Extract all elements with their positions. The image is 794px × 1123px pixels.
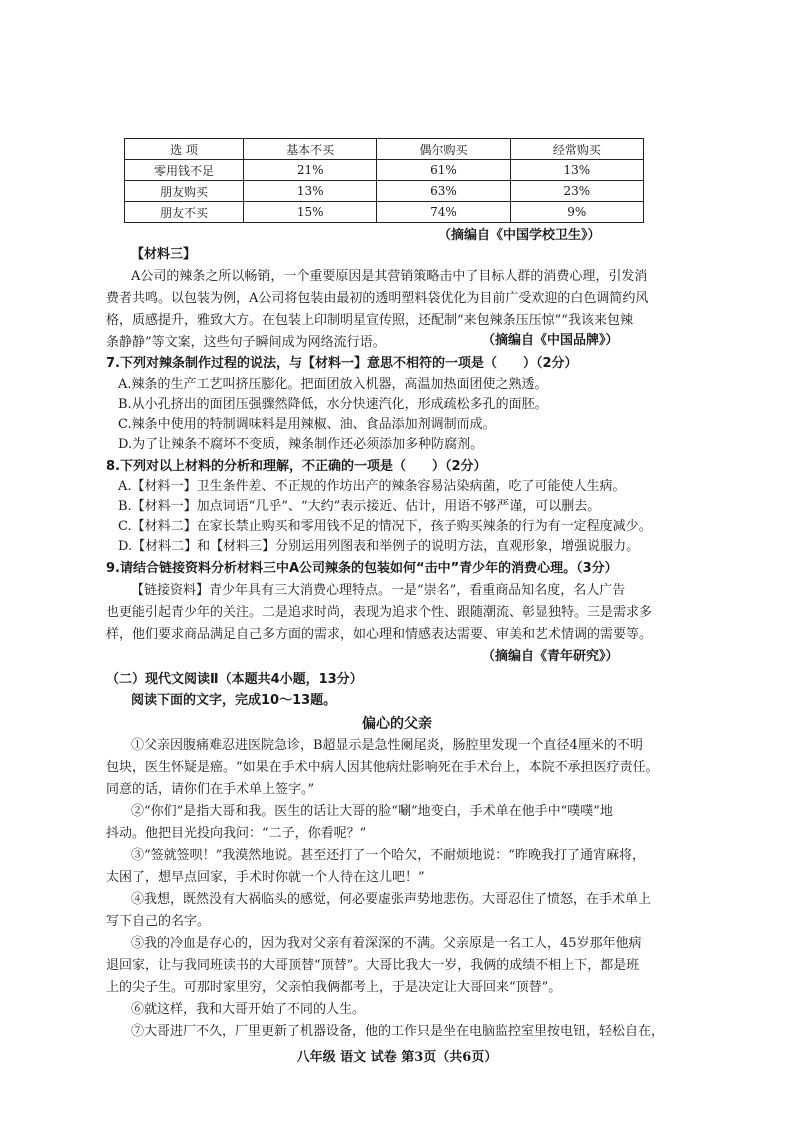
q7-option-b: B.从小孔挤出的面团压强骤然降低，水分快速汽化，形成疏松多孔的面胚。 [118,397,548,412]
table-cell: 9% [510,202,643,223]
q8-stem: 8.下列对以上材料的分析和理解，不正确的一项是（ ）（2分） [106,459,487,474]
survey-table [124,138,644,223]
table-cell: 朋友购买 [125,181,244,202]
material3-source: （摘编自《中国品牌》） [482,333,619,348]
table-cell: 61% [377,160,510,181]
q8-option-d: D.【材料二】和【材料三】分别运用列图表和举例子的说明方法，直观形象，增强说服力。 [118,539,640,554]
article-line: ③“签就签呗！”我漠然地说。甚至还打了一个哈欠，不耐烦地说：“昨晚我打了通宵麻将， [131,848,645,863]
article-line: 抖动。他把目光投向我问：“二子，你看呢？” [106,826,367,841]
table-header-row [125,139,644,160]
q9-link-line: 也更能引起青少年的关注。二是追求时尚，表现为追求个性、跟随潮流、彰显独特。三是需求多 [106,605,653,620]
page-footer: 八年级 语文 试卷 第3页（共6页） [296,1050,498,1065]
q9-source: （摘编自《青年研究》） [482,649,619,664]
q9-stem: 9.请结合链接资料分析材料三中A公司辣条的包装如何“击中”青少年的消费心理。（3分） [106,561,618,576]
section2-heading: （二）现代文阅读Ⅱ（本题共4小题，13分） [106,672,363,687]
table-cell: 13% [510,160,643,181]
table-source: （摘编自《中国学校卫生》） [438,228,601,243]
table-row [125,181,644,202]
article-line: 写下自己的名字。 [106,914,211,929]
article-title: 偏心的父亲 [362,716,432,732]
table-cell: 13% [244,181,377,202]
article-line: ①父亲因腹痛难忍进医院急诊，B超显示是急性阑尾炎，肠腔里发现一个直径4厘米的不明 [131,738,643,753]
table-header-cell: 选 项 [125,139,244,160]
table-cell: 15% [244,202,377,223]
q7-option-d: D.为了让辣条不腐坏不变质，辣条制作还必须添加多种防腐剂。 [118,437,484,452]
material3-heading: 【材料三】 [131,247,197,262]
article-line: 退回家，让与我同班读书的大哥顶替“顶替”。大哥比我大一岁，我俩的成绩不相上下，都是班 [106,958,640,973]
q9-link-line: 【链接资料】青少年具有三大消费心理特点。一是“崇名”，看重商品知名度，名人广告 [131,583,626,598]
table-header-cell: 经常购买 [510,139,643,160]
article-line: 太困了，想早点回家，手术时你就一个人待在这儿吧！” [106,870,425,885]
article-line: 包块，医生怀疑是癌。“如果在手术中病人因其他病灶影响死在手术台上，本院不承担医疗责任。 [106,760,659,775]
q9-link-line: 样，他们要求商品满足自己多方面的需求，如心理和情感表达需要、审美和艺术情调的需要等。 [106,627,653,642]
article-line: 上的尖子生。可那时家里穷，父亲怕我俩都考上，于是决定让大哥回来“顶替”。 [106,980,562,995]
table-cell: 23% [510,181,643,202]
material3-line: A公司的辣条之所以畅销，一个重要原因是其营销策略击中了目标人群的消费心理，引发消 [131,269,648,284]
q7-stem: 7.下列对辣条制作过程的说法，与【材料一】意思不相符的一项是（ ）（2分） [106,356,578,371]
q7-option-a: A.辣条的生产工艺叫挤压膨化。把面团放入机器，高温加热面团使之熟透。 [118,377,548,392]
table-cell: 21% [244,160,377,181]
article-line: ⑥就这样，我和大哥开始了不同的人生。 [131,1002,366,1017]
table-cell: 63% [377,181,510,202]
q7-option-c: C.辣条中使用的特制调味料是用辣椒、油、食品添加剂调制而成。 [118,417,496,432]
article-line: ⑤我的冷血是存心的，因为我对父亲有着深深的不满。父亲原是一名工人，45岁那年他病 [131,936,642,951]
article-line: ④我想，既然没有大祸临头的感觉，何必要虚张声势地悲伤。大哥忍住了愤怒，在手术单上 [131,892,652,907]
table-row [125,202,644,223]
q8-option-a: A.【材料一】卫生条件差、不正规的作坊出产的辣条容易沾染病菌，吃了可能使人生病。 [118,479,626,494]
section2-instruction: 阅读下面的文字，完成10～13题。 [131,693,337,708]
table-header-cell: 基本不买 [244,139,377,160]
q8-option-b: B.【材料一】加点词语“几乎”、“大约”表示接近、估计，用语不够严谨，可以删去。 [118,499,601,514]
article-line: ⑦大哥进厂不久，厂里更新了机器设备，他的工作只是坐在电脑监控室里按电钮，轻松自在， [131,1024,665,1039]
material3-line: 条静静”等文案，这些句子瞬间成为网络流行语。 [106,335,386,350]
material3-line: 费者共鸣。以包装为例，A公司将包装由最初的透明塑料袋优化为目前广受欢迎的白色调简约风 [106,291,649,306]
article-line: ②“你们”是指大哥和我。医生的话让大哥的脸“唰”地变白，手术单在他手中“噗噗”地 [131,804,613,819]
material3-line: 格，质感提升，雅致大方。在包装上印制明星宣传照，还配制“来包辣条压压惊”“我该来包辣 [106,313,633,328]
table-row [125,160,644,181]
table-cell: 零用钱不足 [125,160,244,181]
table-header-cell: 偶尔购买 [377,139,510,160]
table-cell: 朋友不买 [125,202,244,223]
article-line: 同意的话，请你们在手术单上签字。” [106,782,315,797]
q8-option-c: C.【材料二】在家长禁止购买和零用钱不足的情况下，孩子购买辣条的行为有一定程度减少。 [118,519,652,534]
table-cell: 74% [377,202,510,223]
